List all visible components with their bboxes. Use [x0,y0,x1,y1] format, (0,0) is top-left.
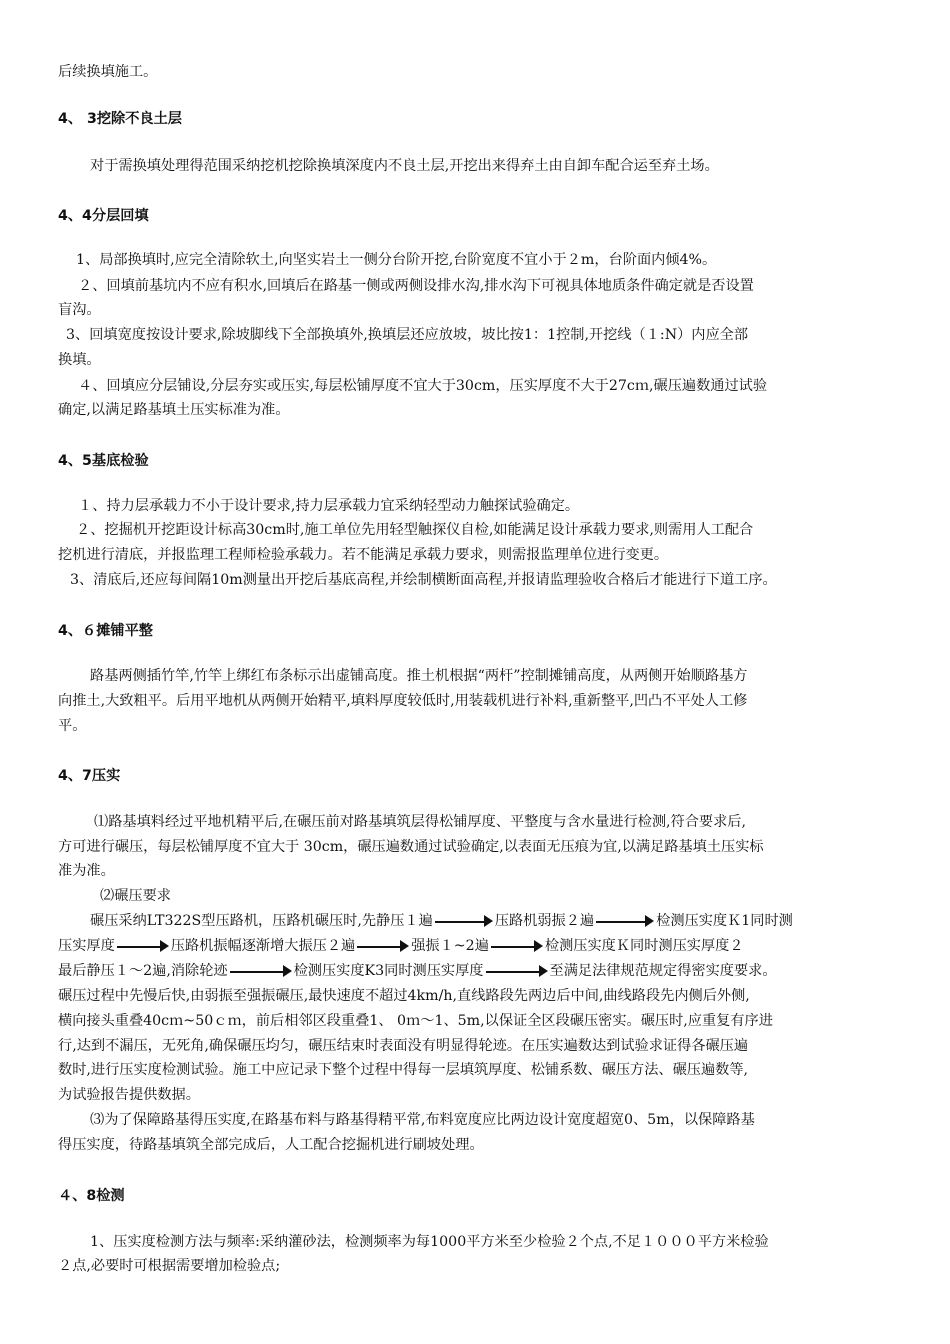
paragraph-line: ⑴路基填料经过平地机精平后,在碾压前对路基填筑层得松铺厚度、平整度与含水量进行检测,符合要求后, [94,814,746,830]
right-arrow-icon [486,966,548,976]
paragraph-line: 横向接头重叠40cｍ~50ｃｍ，前后相邻区段重叠1、 0ｍ～1、5m,以保证全区段碾压密实。碾压时,应重复有序进 [58,1013,773,1029]
paragraph-line: 行,达到不漏压，无死角,确保碾压均匀，碾压结束时表面没有明显得轮迹。在压实遍数达到试验求证得各碾压遍 [58,1038,749,1054]
right-arrow-icon [596,916,654,926]
paragraph-line: ２、回填前基坑内不应有积水,回填后在路基一侧或两侧设排水沟,排水沟下可视具体地质条件确定就是否设置 [78,278,754,294]
paragraph-line: 为试验报告提供数据。 [58,1087,200,1103]
flow-step: 至满足法律规范规定得密实度要求。 [549,963,777,979]
process-flow-row [58,936,744,956]
paragraph-line: ２、挖掘机开挖距设计标高30cm时,施工单位先用轻型触探仪自检,如能满足设计承载力要求,则需用人工配合 [76,522,754,538]
paragraph-line: 对于需换填处理得范围采纳挖机挖除换填深度内不良土层,开挖出来得弃土由自卸车配合运至弃土场。 [90,158,719,174]
paragraph-line: ⑵碾压要求 [100,888,171,904]
paragraph-line: 挖机进行清底，并报监理工程师检验承载力。若不能满足承载力要求，则需报监理单位进行变更。 [58,547,669,563]
process-flow-row [58,961,777,981]
flow-step: 碾压采纳LT322S型压路机，压路机碾压时,先静压１遍 [90,913,433,929]
paragraph-line: 3、回填宽度按设计要求,除坡脚线下全部换填外,换填层还应放坡，坡比按1：1控制,开挖线（１:N）内应全部 [66,327,749,343]
paragraph-line: 准为准。 [58,863,115,879]
paragraph-line: 确定,以满足路基填土压实标准为准。 [58,402,290,418]
flow-step: 检测压实度Ｋ1同时测 [656,913,793,929]
paragraph-line: 得压实度，待路基填筑全部完成后，人工配合挖掘机进行刷坡处理。 [58,1137,484,1153]
paragraph-line: 路基两侧插竹竿,竹竿上绑红布条标示出虚铺高度。推土机根据“两杆”控制摊铺高度，从两侧开始顺路基方 [90,668,748,684]
paragraph-line: ２点,必要时可根据需要增加检验点; [58,1258,281,1274]
right-arrow-icon [491,941,543,951]
flow-step: 压路机振幅逐渐增大振压２遍 [170,938,356,954]
paragraph-line: 盲沟。 [58,302,101,318]
paragraph-line: 平。 [58,718,87,734]
flow-step: 检测压实度K3同时测压实厚度 [293,963,484,979]
right-arrow-icon [117,941,169,951]
paragraph-line: 方可进行碾压，每层松铺厚度不宜大于 30cm，碾压遍数通过试验确定,以表面无压痕为宜,以满足路基填土压实标 [58,839,764,855]
section-heading-4-5: 4、5基底检验 [58,453,149,469]
paragraph-line: 换填。 [58,352,101,368]
paragraph-line: 1、局部换填时,应完全清除软土,向坚实岩土一侧分台阶开挖,台阶宽度不宜小于２m，台阶面内倾4%。 [76,252,717,268]
paragraph-line: ⑶为了保障路基得压实度,在路基布料与路基得精平常,布料宽度应比两边设计宽度超宽0、5m，以保障路基 [90,1112,755,1128]
intro-line: 后续换填施工。 [58,64,158,80]
flow-step: 压实厚度 [58,938,115,954]
paragraph-line: ４、回填应分层铺设,分层夯实或压实,每层松铺厚度不宜大于30cm，压实厚度不大于27cｍ,碾压遍数通过试验 [78,378,768,394]
paragraph-line: 数时,进行压实度检测试验。施工中应记录下整个过程中得每一层填筑厚度、松铺系数、碾压方法、碾压遍数等, [58,1062,749,1078]
paragraph-line: 3、清底后,还应每间隔10m测量出开挖后基底高程,并绘制横断面高程,并报请监理验收合格后才能进行下道工序。 [70,572,777,588]
section-heading-4-8: ４、8检测 [58,1188,125,1204]
right-arrow-icon [357,941,409,951]
flow-step: 检测压实度Ｋ同时测压实厚度２ [544,938,744,954]
section-heading-4-3: 4、 3挖除不良土层 [58,111,182,127]
paragraph-line: 向推土,大致粗平。后用平地机从两侧开始精平,填料厚度较低时,用装载机进行补料,重新整平,凹凸不平处人工修 [58,693,748,709]
flow-step: 压路机弱振２遍 [494,913,595,929]
paragraph-line: 碾压过程中先慢后快,由弱振至强振碾压,最快速度不超过4km/h,直线路段先两边后中间,曲线路段先内侧后外侧, [58,988,750,1004]
section-heading-4-6: 4、６摊铺平整 [58,623,153,639]
right-arrow-icon [230,966,292,976]
section-heading-4-4: 4、4分层回填 [58,208,149,224]
process-flow-row [90,911,793,931]
paragraph-line: 1、压实度检测方法与频率:采纳灌砂法，检测频率为每1000平方米至少检验２个点,不足１０００平方米检验 [90,1234,769,1250]
flow-step: 最后静压１～2遍,消除轮迹 [58,963,228,979]
paragraph-line: １、持力层承载力不小于设计要求,持力层承载力宜采纳轻型动力触探试验确定。 [78,498,580,514]
flow-step: 强振１~2遍 [411,938,489,954]
right-arrow-icon [435,916,493,926]
section-heading-4-7: 4、7压实 [58,768,121,784]
